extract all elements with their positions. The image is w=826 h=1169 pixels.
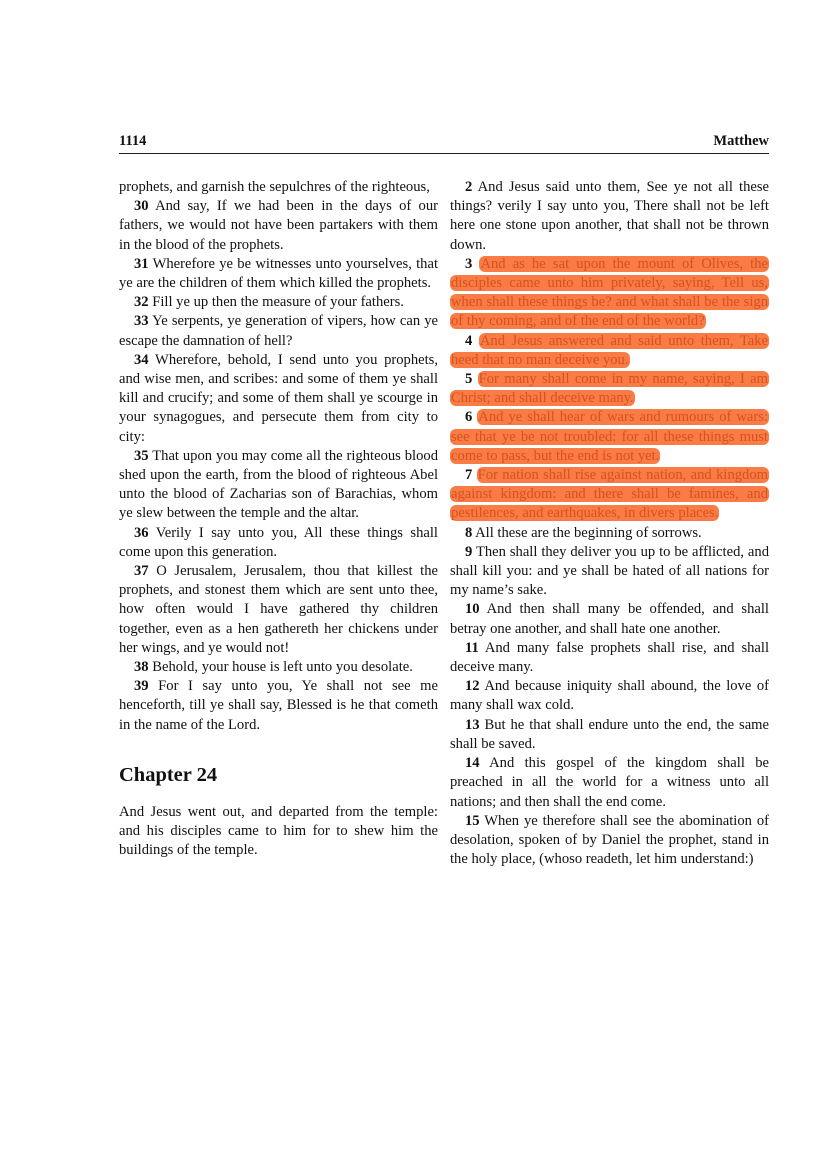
verse — [119, 312, 438, 350]
verse-number: 5 — [465, 371, 473, 388]
verse — [450, 812, 769, 870]
verse-number: 32 — [134, 294, 149, 311]
chapter-intro-text: And Jesus went out, and departed from the temple: and his disciples came to him for to shew him the buildings of the temple. — [119, 803, 438, 859]
verse — [119, 677, 438, 735]
verse — [119, 197, 438, 255]
verse — [450, 677, 769, 715]
book-title: Matthew — [713, 133, 769, 149]
verse — [450, 600, 769, 638]
verse-number: 15 — [465, 812, 480, 829]
verse — [119, 351, 438, 447]
left-column — [119, 178, 438, 861]
verse — [450, 466, 769, 524]
verse-number: 2 — [465, 179, 473, 195]
verse — [450, 370, 769, 408]
verse — [450, 255, 769, 332]
right-column — [450, 178, 769, 869]
verse-text: All these are the beginning of sorrows. — [475, 524, 702, 541]
verse-number: 30 — [134, 198, 149, 215]
verse-text: Verily I say unto you, All these things shall come upon this generation. — [119, 524, 438, 560]
verse — [119, 524, 438, 562]
highlighted-verse-text: And as he sat upon the mount of Olives, the disciples came unto him privately, saying, Tell us, when shall these things be? and what shall be the sign of thy coming, and of the end of the world? — [451, 255, 768, 330]
right-verse-list — [450, 178, 769, 869]
verse-number: 7 — [465, 467, 473, 484]
highlighted-verse-text: And Jesus answered and said unto them, Take heed that no man deceive you. — [451, 332, 769, 368]
verse-text: Behold, your house is left unto you desolate. — [152, 659, 413, 676]
verse — [450, 408, 769, 466]
highlighted-verse-text: For many shall come in my name, saying, I am Christ; and shall deceive many. — [451, 371, 769, 407]
highlighted-verse-text: For nation shall rise against nation, and kingdom against kingdom: and there shall be famines, and pestilences, and earthquakes, in divers places. — [451, 467, 768, 522]
continued-verse-text: prophets, and garnish the sepulchres of the righteous, — [119, 179, 430, 195]
verse — [450, 716, 769, 754]
verse — [119, 447, 438, 524]
verse-number: 31 — [134, 255, 149, 272]
verse-number: 14 — [465, 755, 480, 772]
verse-number: 9 — [465, 543, 473, 560]
left-verse-list — [119, 197, 438, 735]
verse-number: 37 — [134, 563, 149, 580]
verse-number: 34 — [134, 351, 149, 368]
verse-text: And Jesus said unto them, See ye not all these things? verily I say unto you, There shall not be left here one stone upon another, that shall not be thrown down. — [450, 179, 770, 253]
verse-text: Fill ye up then the measure of your fathers. — [152, 294, 404, 311]
verse-number: 36 — [134, 524, 149, 541]
page-header — [119, 131, 769, 154]
verse — [119, 562, 438, 658]
verse-text: Then shall they deliver you up to be afflicted, and shall kill you: and ye shall be hated of all nations for my name’s sake. — [450, 543, 769, 599]
verse — [450, 178, 769, 255]
verse-text: That upon you may come all the righteous blood shed upon the earth, from the blood of righteous Abel unto the blood of Zacharias son of Barachias, whom ye slew between the temple and the altar. — [119, 447, 438, 522]
verse — [450, 754, 769, 812]
verse-number: 13 — [465, 716, 480, 733]
verse-number: 3 — [465, 255, 473, 272]
verse-text: And many false prophets shall rise, and shall deceive many. — [450, 639, 770, 676]
verse — [450, 524, 769, 543]
verse-number: 11 — [465, 639, 479, 656]
verse-text: Wherefore ye be witnesses unto yourselves, that ye are the children of them which killed the prophets. — [119, 255, 438, 292]
chapter-heading: Chapter 24 — [119, 763, 218, 786]
verse-number: 38 — [134, 659, 149, 676]
highlighted-verse-text: And ye shall hear of wars and rumours of wars: see that ye be not troubled: for all these things must come to pass, but the end is not yet. — [451, 409, 768, 464]
verse-text: And say, If we had been in the days of our fathers, we would not have been partakers with them in the blood of the prophets. — [119, 198, 439, 253]
verse-number: 6 — [465, 409, 473, 426]
verse-number: 4 — [465, 332, 473, 349]
page-number: 1114 — [119, 133, 147, 149]
verse — [450, 332, 769, 370]
verse — [450, 639, 769, 677]
verse-text: But he that shall endure unto the end, the same shall be saved. — [450, 716, 770, 752]
verse — [450, 543, 769, 601]
verse-number: 12 — [465, 678, 480, 695]
verse-number: 33 — [134, 313, 149, 330]
verse — [119, 293, 438, 312]
verse-text: And because iniquity shall abound, the love of many shall wax cold. — [450, 678, 770, 714]
verse-text: And then shall many be offended, and shall betray one another, and shall hate one another. — [450, 601, 769, 637]
verse — [119, 255, 438, 293]
verse-text: O Jerusalem, Jerusalem, thou that killest the prophets, and stonest them which are sent unto thee, how often would I have gathered thy children together, even as a hen gathereth her chickens under her wings, and ye would not! — [119, 563, 439, 656]
verse-number: 35 — [134, 447, 149, 464]
verse-text: For I say unto you, Ye shall not see me henceforth, till ye shall say, Blessed is he that cometh in the name of the Lord. — [119, 678, 438, 733]
verse — [119, 658, 438, 677]
verse-number: 8 — [465, 524, 473, 541]
verse-number: 10 — [465, 601, 480, 618]
verse-text: Wherefore, behold, I send unto you prophets, and wise men, and scribes: and some of them ye shall kill and crucify; and some of them shall ye scourge in your synagogues, and persecute them from city to city: — [119, 351, 439, 445]
verse-number: 39 — [134, 678, 149, 695]
verse-text: And this gospel of the kingdom shall be preached in all the world for a witness unto all nations; and then shall the end come. — [450, 755, 769, 810]
verse-text: When ye therefore shall see the abomination of desolation, spoken of by Daniel the prophet, stand in the holy place, (whoso readeth, let him understand:) — [450, 812, 769, 868]
verse-text: Ye serpents, ye generation of vipers, how can ye escape the damnation of hell? — [119, 313, 438, 349]
